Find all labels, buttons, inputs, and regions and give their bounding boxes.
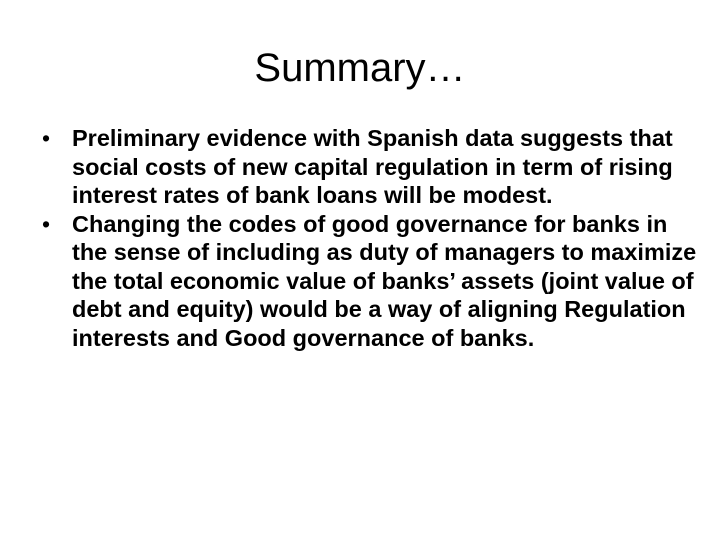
bullet-text: Changing the codes of good governance for banks in the sense of including as duty of managers to maximize the total economic value of banks’ assets (joint value of debt and equity) would be a way of aligning Regulation interests and Good governance of banks. [72, 210, 697, 351]
bullet-list [42, 124, 702, 352]
slide-title: Summary… [254, 46, 466, 90]
bullet-icon: • [42, 210, 51, 237]
bullet-item [42, 124, 702, 210]
bullet-item [42, 210, 702, 353]
bullet-text: Preliminary evidence with Spanish data suggests that social costs of new capital regulation in term of rising interest rates of bank loans will be modest. [72, 125, 673, 208]
bullet-icon: • [42, 125, 51, 151]
